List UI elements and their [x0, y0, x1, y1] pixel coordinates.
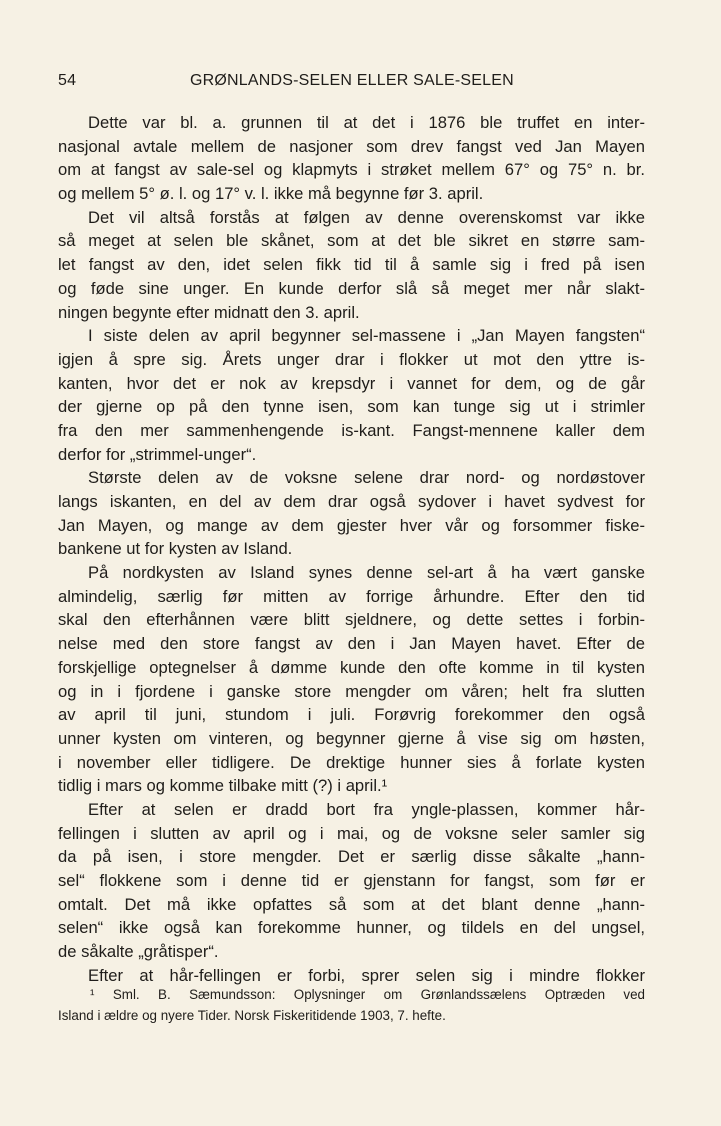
- text-line: der gjerne op på den tynne isen, som kan tunge sig ut i strimler: [58, 397, 645, 417]
- text-line: og føde sine unger. En kunde derfor slå så meget mer når slakt-: [58, 278, 645, 298]
- running-head: GRØNLANDS-SELEN ELLER SALE-SELEN: [190, 72, 514, 89]
- text-line: unner kysten om vinteren, og begynner gjerne å vise sig om høsten,: [58, 728, 645, 748]
- text-line: i november eller tidligere. De drektige hunner sies å forlate kysten: [58, 752, 645, 772]
- text-line: nasjonal avtale mellem de nasjoner som drev fangst ved Jan Mayen: [58, 136, 645, 156]
- page-header: [58, 72, 645, 98]
- text-line: skal den efterhånnen være blitt sjeldnere, og dette settes i forbin-: [58, 610, 645, 630]
- text-line: let fangst av den, idet selen fikk tid til å samle sig i fred på isen: [58, 255, 645, 275]
- text-line: forskjellige optegnelser å dømme kunde den ofte komme in til kysten: [58, 657, 645, 677]
- text-line: selen“ ikke også kan forekomme hunner, og tildels en del ungsel,: [58, 918, 645, 938]
- text-line: de såkalte „gråtisper“.: [58, 942, 219, 962]
- text-line: nelse med den store fangst av den i Jan Mayen havet. Efter de: [58, 634, 645, 654]
- text-line: ningen begynte efter midnatt den 3. april.: [58, 302, 360, 322]
- footnote-line: ¹ Sml. B. Sæmundsson: Oplysninger om Grønlandssælens Optræden ved: [90, 987, 645, 1002]
- text-line: om at fangst av sale-sel og klapmyts i strøket mellem 67° og 75° n. br.: [58, 160, 645, 180]
- text-line: tidlig i mars og komme tilbake mitt (?) i april.¹: [58, 776, 388, 796]
- text-line: Dette var bl. a. grunnen til at det i 1876 ble truffet en inter-: [88, 113, 645, 132]
- text-line: Efter at hår-fellingen er forbi, sprer selen sig i mindre flokker: [88, 965, 645, 985]
- text-line: Efter at selen er dradd bort fra yngle-plassen, kommer hår-: [88, 799, 645, 819]
- text-line: derfor for „strimmel-unger“.: [58, 444, 257, 464]
- footnotes: [58, 985, 645, 1026]
- text-line: fellingen i slutten av april og i mai, og de voksne seler samler sig: [58, 823, 645, 843]
- text-line: av april til juni, stundom i juli. Forøvrig forekommer den også: [58, 705, 645, 725]
- text-line: da på isen, i store mengder. Det er særlig disse såkalte „hann-: [58, 847, 645, 867]
- text-line: langs iskanten, en del av dem drar også sydover i havet sydvest for: [58, 492, 645, 511]
- text-line: I siste delen av april begynner sel-massene i „Jan Mayen fangsten“: [88, 326, 645, 346]
- text-line: bankene ut for kysten av Island.: [58, 539, 293, 559]
- text-line: omtalt. Det må ikke opfattes så som at det blant denne „hann-: [58, 894, 645, 914]
- text-line: og in i fjordene i ganske store mengder om våren; helt fra slutten: [58, 681, 645, 701]
- text-line: så meget at selen ble skånet, som at det ble sikret en større sam-: [58, 231, 645, 251]
- page-number: 54: [58, 72, 77, 89]
- book-page: [58, 0, 645, 1126]
- text-line: kanten, hvor det er nok av krepsdyr i vannet for dem, og de går: [58, 373, 645, 393]
- text-line: Største delen av de voksne selene drar nord- og nordøstover: [88, 468, 645, 488]
- text-line: igjen å spre sig. Årets unger drar i flokker ut mot den yttre is-: [58, 349, 645, 369]
- text-line: og mellem 5° ø. l. og 17° v. l. ikke må begynne før 3. april.: [58, 184, 484, 204]
- body-text: [58, 111, 645, 987]
- text-line: Jan Mayen, og mange av dem gjester hver vår og forsommer fiske-: [58, 515, 645, 535]
- text-line: almindelig, særlig før mitten av forrige århundre. Efter den tid: [58, 586, 645, 606]
- text-line: fra den mer sammenhengende is-kant. Fangst-mennene kaller dem: [58, 420, 645, 440]
- footnote-line: Island i ældre og nyere Tider. Norsk Fiskeritidende 1903, 7. hefte.: [58, 1007, 446, 1023]
- text-line: På nordkysten av Island synes denne sel-art å ha vært ganske: [88, 563, 645, 583]
- text-line: sel“ flokkene som i denne tid er gjenstann for fangst, som før er: [58, 871, 645, 890]
- text-line: Det vil altså forstås at følgen av denne overenskomst var ikke: [88, 207, 645, 227]
